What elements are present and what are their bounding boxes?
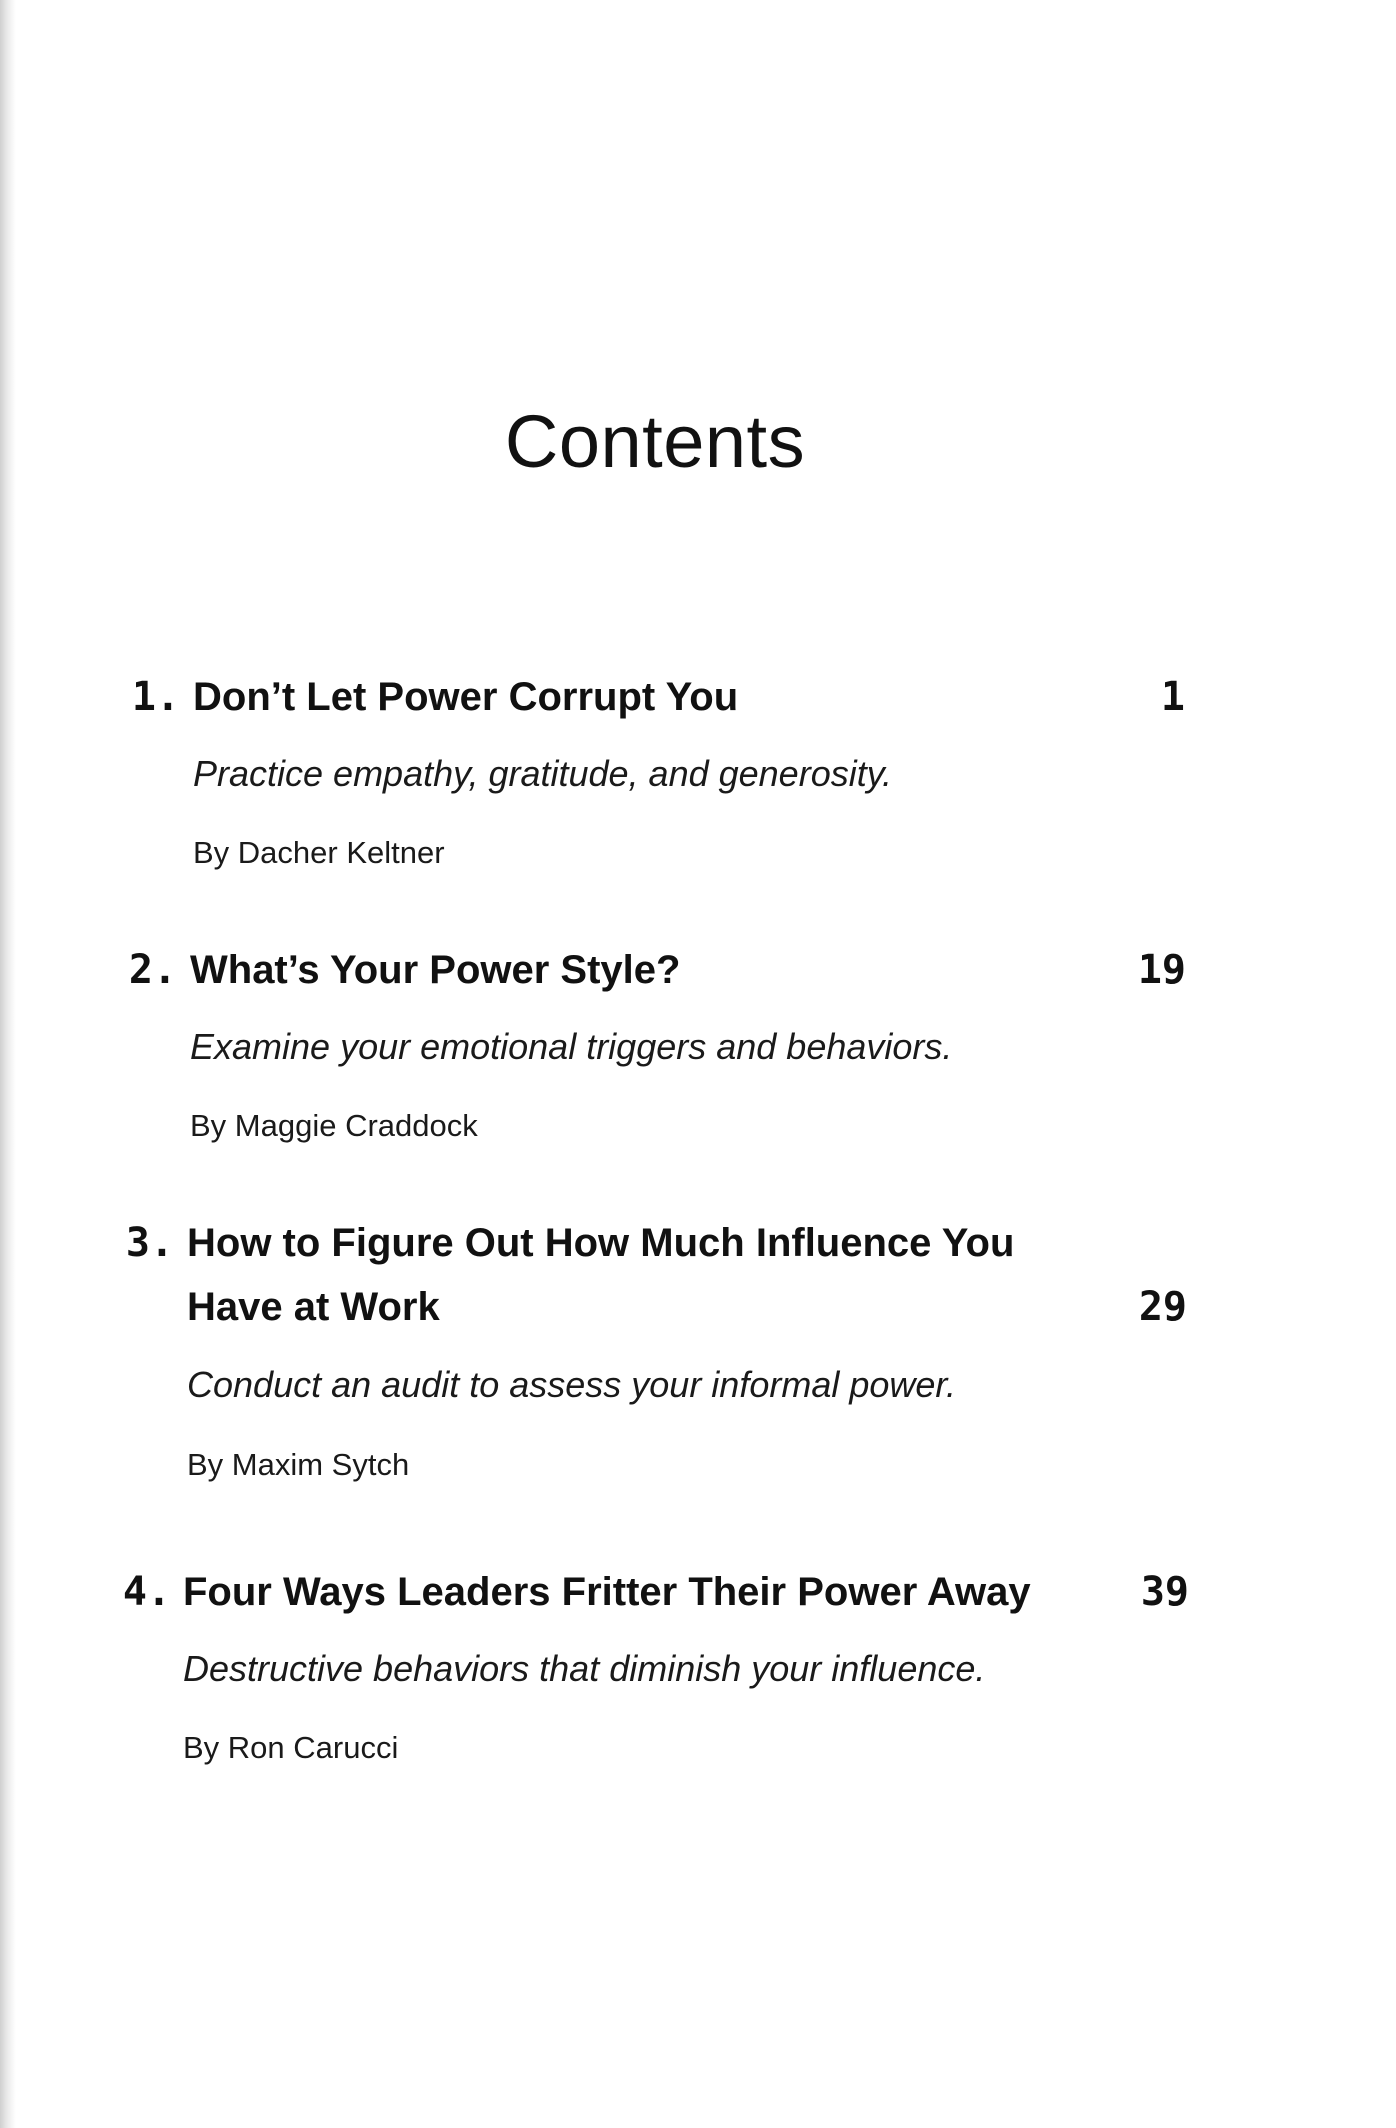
chapter-page-number: 19: [1137, 947, 1186, 993]
chapter-title-line: What’s Your Power Style?: [190, 948, 681, 992]
chapter-title: [187, 1211, 1067, 1339]
chapter-author: By Maxim Sytch: [187, 1447, 410, 1482]
chapter-author: By Maggie Craddock: [190, 1108, 478, 1143]
scan-edge-shadow: [0, 0, 16, 2128]
chapter-title: [183, 1560, 1063, 1624]
chapter-description: Practice empathy, gratitude, and generosity.: [193, 753, 893, 794]
chapter-title: [193, 665, 1073, 729]
chapter-title: [190, 938, 1070, 1002]
chapter-number: 3.: [125, 1220, 174, 1266]
chapter-title-line: Have at Work: [187, 1285, 440, 1329]
chapter-author: By Ron Carucci: [183, 1730, 399, 1765]
chapter-author: By Dacher Keltner: [193, 835, 445, 870]
chapter-description: Conduct an audit to assess your informal power.: [187, 1364, 957, 1405]
chapter-description: Destructive behaviors that diminish your influence.: [183, 1648, 986, 1689]
chapter-description: Examine your emotional triggers and behaviors.: [190, 1026, 953, 1067]
chapter-number: 4.: [122, 1569, 171, 1615]
chapter-title-line: Four Ways Leaders Fritter Their Power Away: [183, 1570, 1031, 1614]
chapter-page-number: 29: [1138, 1284, 1187, 1330]
chapter-page-number: 1: [1160, 674, 1185, 720]
chapter-page-number: 39: [1140, 1569, 1189, 1615]
chapter-title-line: Don’t Let Power Corrupt You: [193, 675, 739, 719]
page-title: Contents: [504, 399, 806, 483]
chapter-number: 1.: [131, 674, 180, 720]
chapter-number: 2.: [128, 947, 177, 993]
chapter-title-line: How to Figure Out How Much Influence You: [187, 1221, 1015, 1265]
